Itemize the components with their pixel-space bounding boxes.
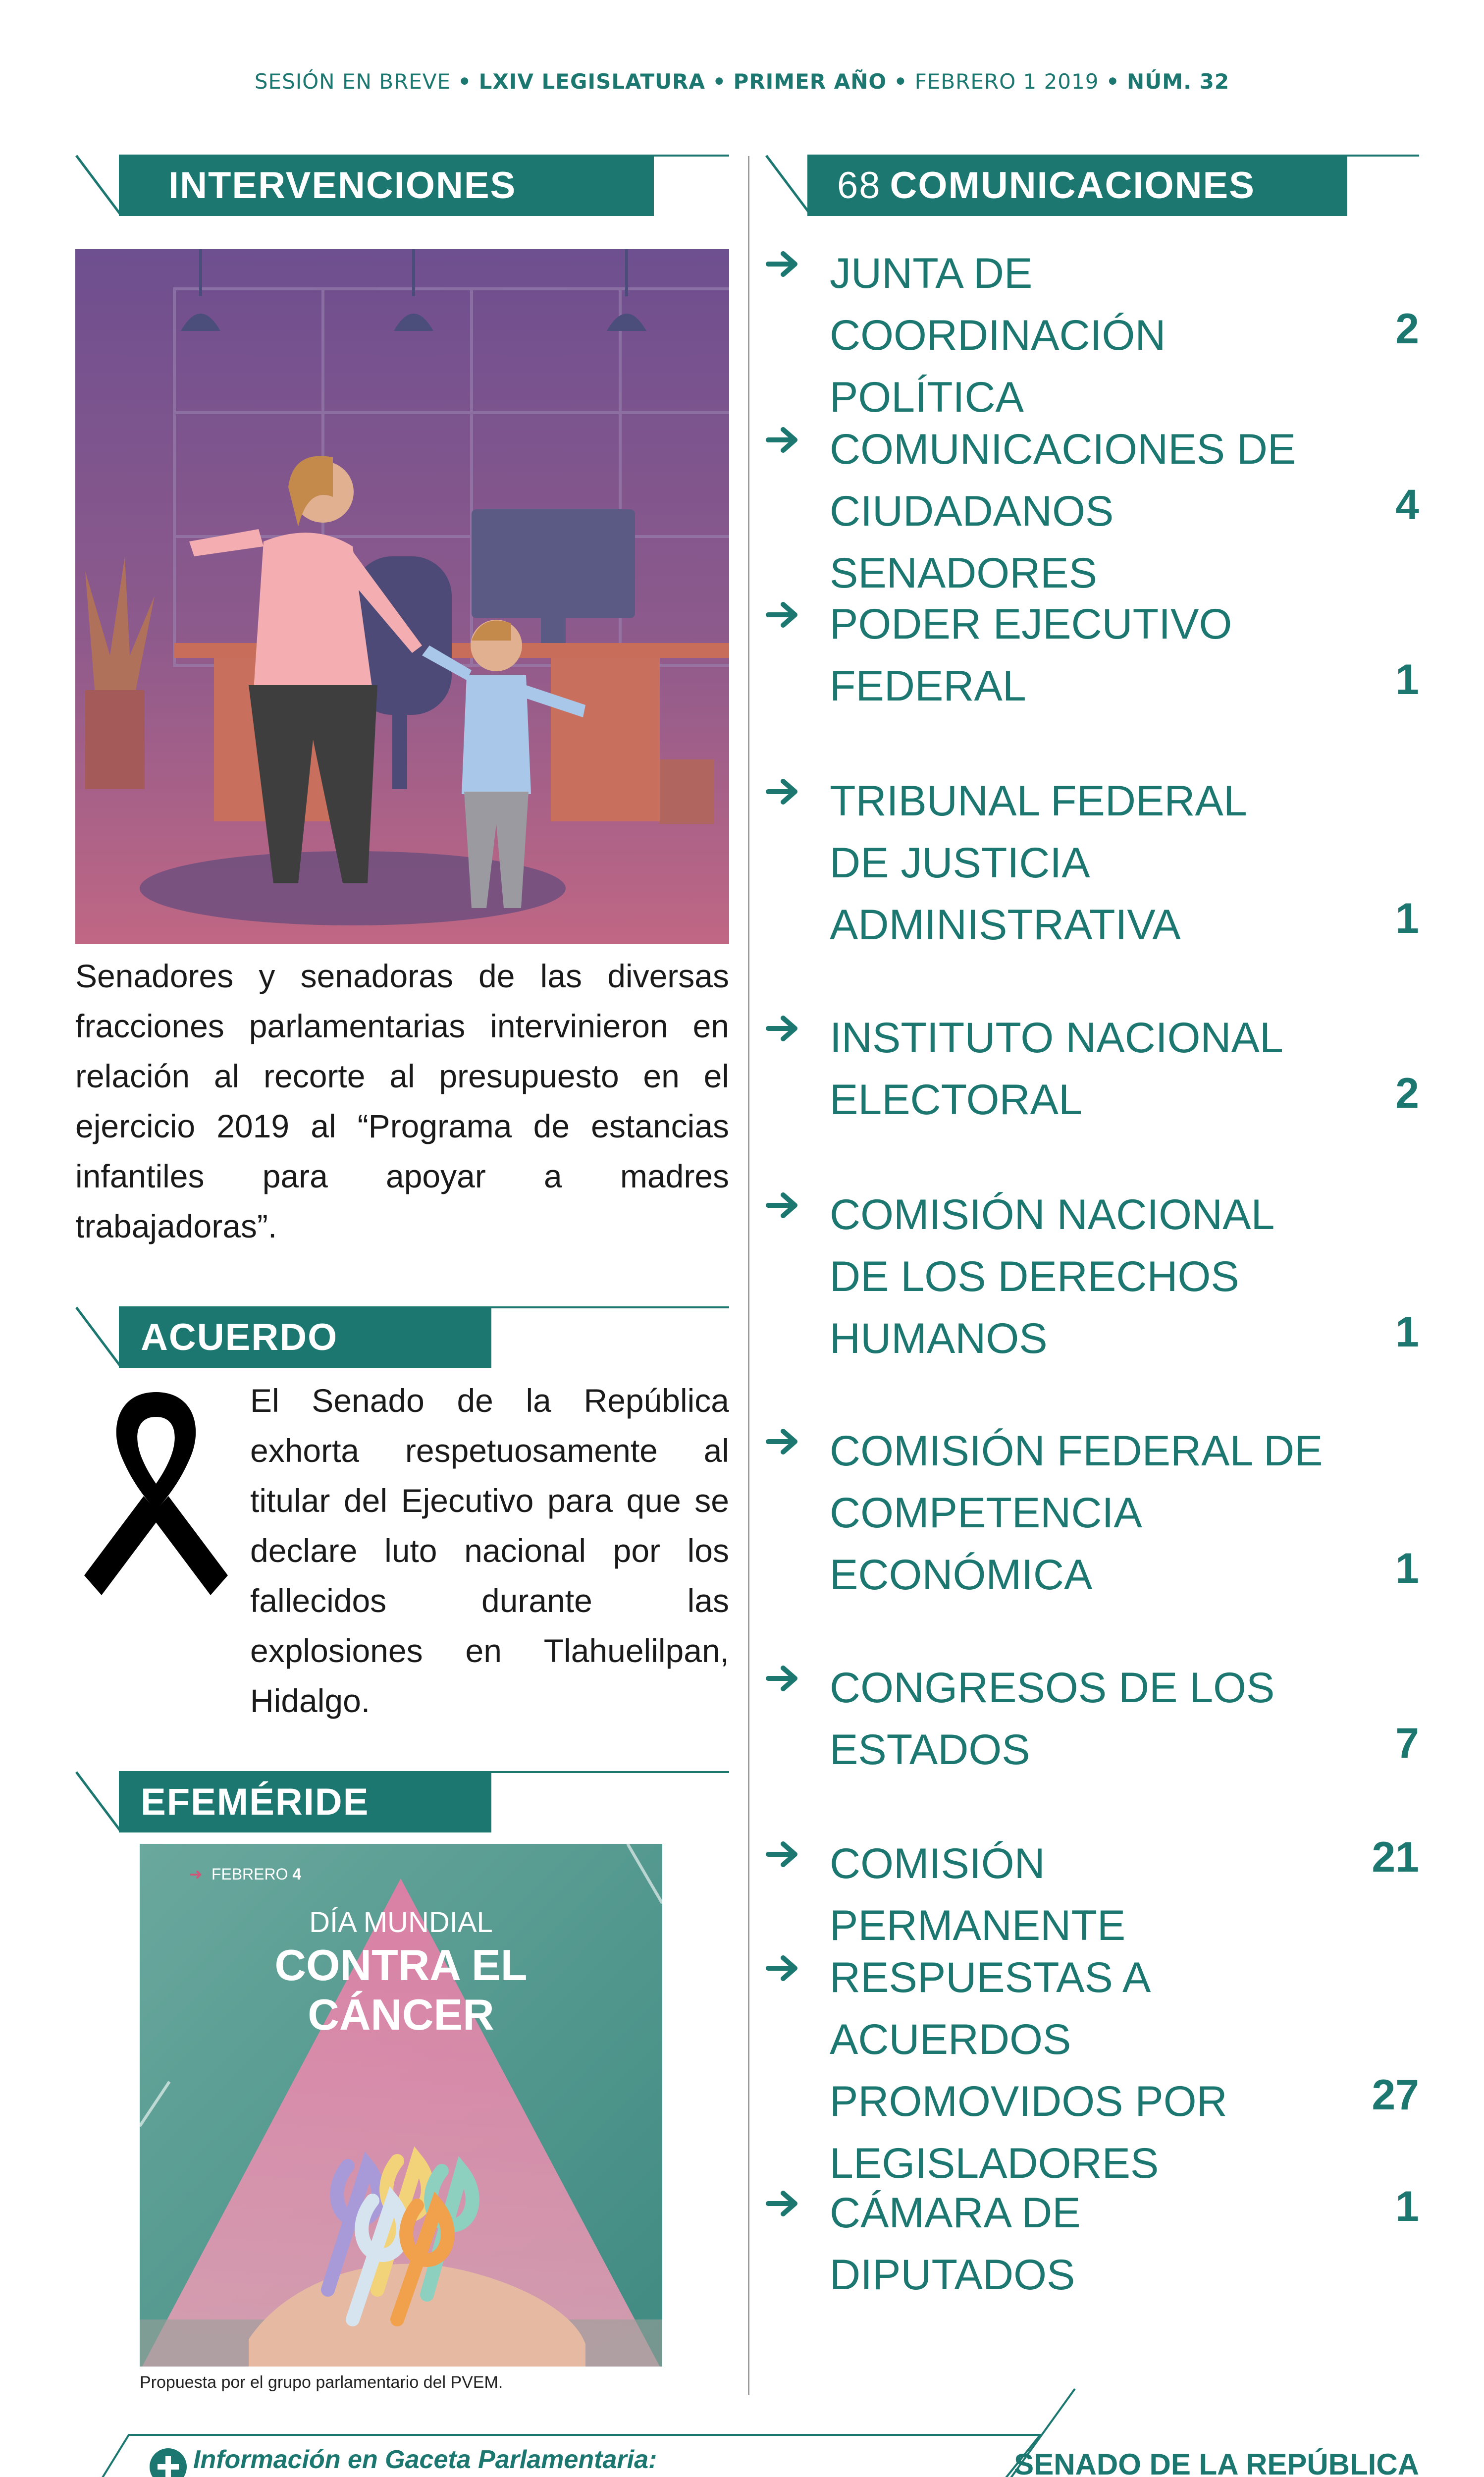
- arrow-right-icon: [765, 1661, 800, 1696]
- efemeride-line1: DÍA MUNDIAL: [309, 1906, 493, 1939]
- comunicaciones-item-label: COMISIÓN PERMANENTE: [830, 1840, 1126, 1949]
- arrow-right-icon: [765, 1837, 800, 1872]
- header-sep-2: •: [712, 69, 727, 94]
- heading-rule: [654, 155, 729, 157]
- comunicaciones-item-label: CONGRESOS DE LOS ESTADOS: [830, 1664, 1275, 1774]
- mourning-ribbon-icon: [74, 1382, 238, 1600]
- comunicaciones-item: [765, 1657, 1419, 1781]
- intervenciones-title: INTERVENCIONES: [119, 155, 654, 216]
- heading-rule: [491, 1771, 729, 1773]
- comunicaciones-item: [765, 593, 1419, 717]
- issue-header: [0, 69, 1484, 94]
- heading-slash-icon: [75, 155, 122, 216]
- comunicaciones-item-count: 21: [1372, 1833, 1419, 1881]
- efemeride-line3: CÁNCER: [308, 1990, 494, 2039]
- comunicaciones-item-count: 27: [1372, 2071, 1419, 2119]
- comunicaciones-item: [765, 1420, 1419, 1606]
- arrow-right-icon: [765, 1188, 800, 1223]
- comunicaciones-title: COMUNICACIONES: [890, 164, 1255, 207]
- header-date: FEBRERO 1 2019: [914, 69, 1099, 94]
- intervenciones-heading: [75, 155, 729, 216]
- header-sep-1: •: [458, 69, 472, 94]
- efemeride-card: [140, 1844, 662, 2367]
- comunicaciones-item: [765, 1184, 1419, 1370]
- comunicaciones-item-count: 2: [1395, 305, 1419, 353]
- comunicaciones-item-count: 1: [1395, 895, 1419, 942]
- comunicaciones-item-label: COMISIÓN FEDERAL DE COMPETENCIA ECONÓMICA: [830, 1427, 1323, 1599]
- comunicaciones-item: [765, 419, 1419, 597]
- heading-slash-icon: [75, 1306, 122, 1368]
- comunicaciones-item: [765, 770, 1419, 956]
- arrow-right-icon: [765, 1011, 800, 1046]
- efemeride-date: [189, 1865, 301, 1884]
- comunicaciones-item: [765, 1007, 1419, 1131]
- arrow-right-icon: [765, 597, 800, 632]
- gaceta-label: Información en Gaceta Parlamentaria:: [193, 2445, 657, 2474]
- comunicaciones-heading: [765, 155, 1419, 216]
- comunicaciones-count: 68: [837, 164, 881, 207]
- efemeride-caption: Propuesta por el grupo parlamentario del PVEM.: [140, 2373, 503, 2392]
- comunicaciones-title-bar: [807, 155, 1347, 216]
- org-name: SENADO DE LA REPÚBLICA: [1014, 2448, 1419, 2477]
- comunicaciones-item-count: 2: [1395, 1070, 1419, 1117]
- acuerdo-title: ACUERDO: [119, 1306, 491, 1368]
- header-number: NÚM. 32: [1127, 69, 1230, 94]
- comunicaciones-item: [765, 1947, 1419, 2187]
- efemeride-heading: [75, 1771, 729, 1832]
- comunicaciones-item-label: COMUNICACIONES DE CIUDADANOS SENADORES: [830, 426, 1296, 597]
- efemeride-month: FEBRERO: [211, 1865, 288, 1883]
- header-sep-3: •: [894, 69, 908, 94]
- date-arrow-icon: ➜: [189, 1865, 203, 1883]
- efemeride-title: EFEMÉRIDE: [119, 1771, 491, 1832]
- heading-slash-icon: [765, 155, 812, 216]
- efemeride-line2: CONTRA EL: [274, 1940, 528, 1990]
- comunicaciones-item: [765, 1833, 1419, 1949]
- intervenciones-text: Senadores y senadoras de las diversas fracciones parlamentarias intervinieron en relación al recorte al presupuesto en el ejercicio 2019 al “Programa de estancias infantiles para apoyar a madres trabajadoras”.: [75, 958, 729, 1244]
- comunicaciones-item-label: PODER EJECUTIVO FEDERAL: [830, 600, 1232, 710]
- comunicaciones-item-label: TRIBUNAL FEDERAL DE JUSTICIA ADMINISTRATIVA: [830, 777, 1247, 949]
- comunicaciones-item-count: 1: [1395, 1545, 1419, 1592]
- heading-rule: [491, 1306, 729, 1308]
- intervenciones-illustration: [75, 249, 729, 944]
- comunicaciones-item-label: INSTITUTO NACIONAL ELECTORAL: [830, 1014, 1283, 1124]
- header-sep-4: •: [1106, 69, 1120, 94]
- heading-rule: [1347, 155, 1419, 157]
- acuerdo-heading: [75, 1306, 729, 1368]
- arrow-right-icon: [765, 1424, 800, 1459]
- comunicaciones-item-count: 1: [1395, 1308, 1419, 1356]
- header-legislature: LXIV LEGISLATURA: [478, 69, 705, 94]
- comunicaciones-item-count: 7: [1395, 1720, 1419, 1767]
- comunicaciones-item-label: JUNTA DE COORDINACIÓN POLÍTICA: [830, 250, 1166, 421]
- header-year: PRIMER AÑO: [733, 69, 887, 94]
- comunicaciones-item-label: CÁMARA DE DIPUTADOS: [830, 2189, 1081, 2299]
- acuerdo-text: El Senado de la República exhorta respetuosamente al titular del Ejecutivo para que se declare luto nacional por los fallecidos durante las explosiones en Tlahuelilpan, Hidalgo.: [250, 1382, 729, 1719]
- comunicaciones-item-count: 1: [1395, 2183, 1419, 2230]
- column-divider: [748, 156, 749, 2395]
- comunicaciones-item-count: 4: [1395, 481, 1419, 529]
- efemeride-day: 4: [292, 1865, 302, 1883]
- arrow-right-icon: [765, 1951, 800, 1986]
- arrow-right-icon: [765, 423, 800, 457]
- heading-slash-icon: [75, 1771, 122, 1832]
- arrow-right-icon: [765, 2186, 800, 2221]
- arrow-right-icon: [765, 774, 800, 809]
- comunicaciones-item-label: COMISIÓN NACIONAL DE LOS DERECHOS HUMANOS: [830, 1191, 1275, 1362]
- header-session: SESIÓN EN BREVE: [254, 69, 451, 94]
- comunicaciones-item-count: 1: [1395, 656, 1419, 703]
- comunicaciones-item: [765, 2182, 1419, 2299]
- comunicaciones-item-label: RESPUESTAS A ACUERDOS PROMOVIDOS POR LEGISLADORES: [830, 1954, 1227, 2187]
- arrow-right-icon: [765, 247, 800, 281]
- comunicaciones-item: [765, 243, 1419, 421]
